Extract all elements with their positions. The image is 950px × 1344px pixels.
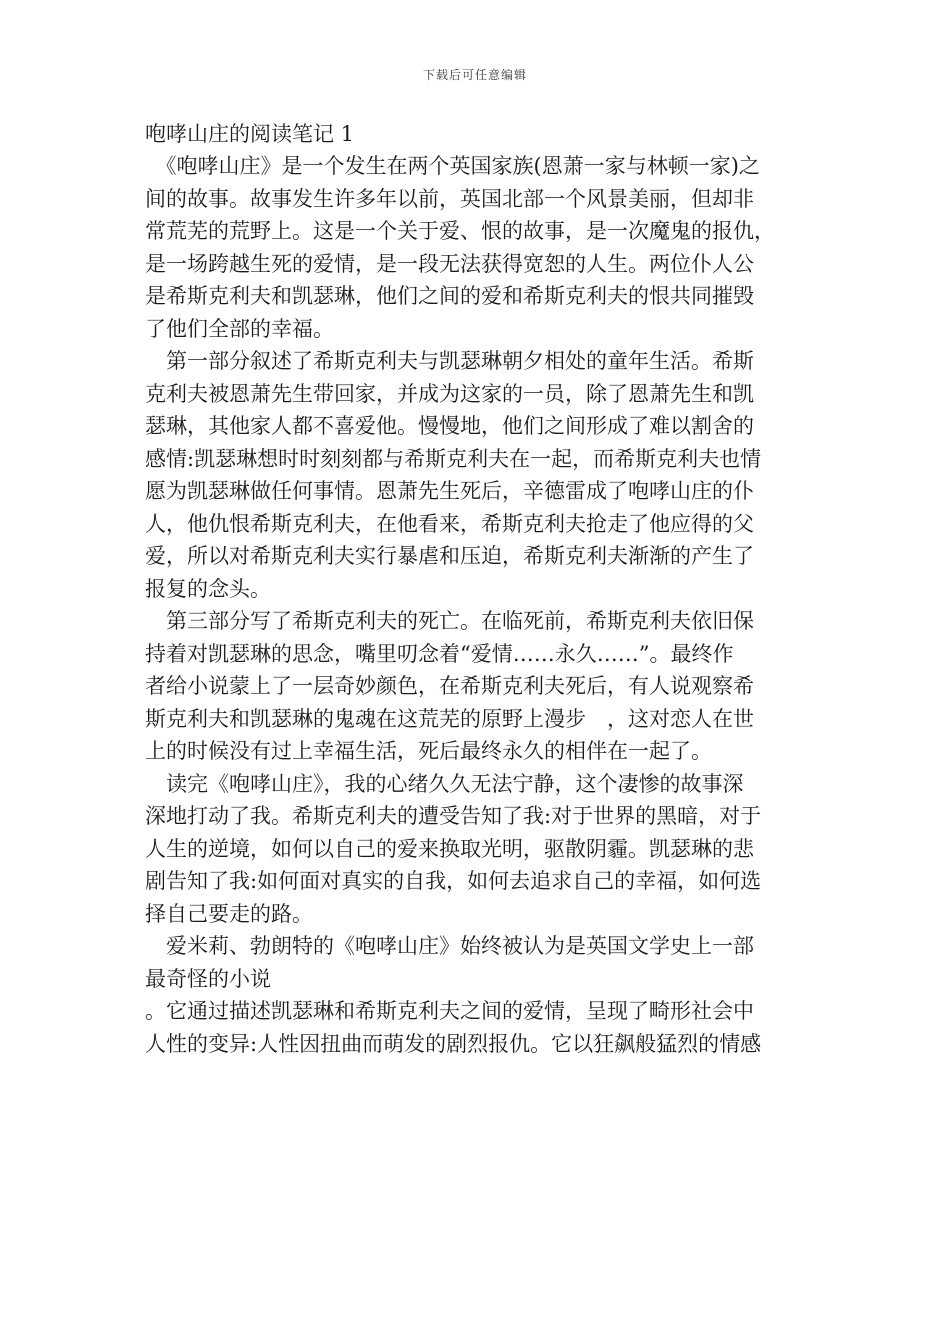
paragraph-6 <box>145 995 810 1060</box>
text-line: 感情:凯瑟琳想时时刻刻都与希斯克利夫在一起，而希斯克利夫也情 <box>145 446 762 471</box>
document-body <box>145 118 810 1060</box>
text-line: 了他们全部的幸福。 <box>145 316 334 341</box>
text-line: 第三部分写了希斯克利夫的死亡。在临死前，希斯克利夫依旧保 <box>145 609 754 633</box>
text-line: 。它通过描述凯瑟琳和希斯克利夫之间的爱情，呈现了畸形社会中 <box>145 999 754 1023</box>
text-line: 最奇怪的小说 <box>145 966 271 991</box>
text-line: 报复的念头。 <box>145 576 271 601</box>
text-line: 常荒芜的荒野上。这是一个关于爱、恨的故事，是一次魔鬼的报仇， <box>145 219 775 243</box>
paragraph-3 <box>145 605 810 768</box>
paragraph-5 <box>145 930 810 995</box>
text-line: 深地打动了我。希斯克利夫的遭受告知了我:对于世界的黑暗，对于 <box>145 804 762 828</box>
text-line: 愿为凯瑟琳做任何事情。恩萧先生死后，辛德雷成了咆哮山庄的仆 <box>145 479 754 503</box>
text-line: 瑟琳，其他家人都不喜爱他。慢慢地，他们之间形成了难以割舍的 <box>145 414 754 438</box>
text-line: 克利夫被恩萧先生带回家，并成为这家的一员，除了恩萧先生和凯 <box>145 381 754 406</box>
text-line: 择自己要走的路。 <box>145 901 313 926</box>
text-line: 是一场跨越生死的爱情，是一段无法获得宽恕的人生。两位仆人公 <box>145 251 754 276</box>
text-line: 第一部分叙述了希斯克利夫与凯瑟琳朝夕相处的童年生活。希斯 <box>145 349 754 373</box>
text-line: 是希斯克利夫和凯瑟琳，他们之间的爱和希斯克利夫的恨共同摧毁 <box>145 284 754 308</box>
text-line: 人性的变异:人性因扭曲而萌发的剧烈报仇。它以狂飙般猛烈的情感 <box>145 1031 762 1056</box>
text-line: 持着对凯瑟琳的思念，嘴里叨念着“爱情……永久……”。最终作 <box>145 641 734 666</box>
text-line: 人生的逆境，如何以自己的爱来换取光明，驱散阴霾。凯瑟琳的悲 <box>145 836 754 861</box>
text-line: 者给小说蒙上了一层奇妙颜色，在希斯克利夫死后，有人说观察希 <box>145 674 754 698</box>
paragraph-1 <box>145 150 810 345</box>
text-line: 剧告知了我:如何面对真实的自我，如何去追求自己的幸福，如何选 <box>145 869 762 893</box>
header-note: 下载后可任意编辑 <box>422 68 527 82</box>
document-title: 咆哮山庄的阅读笔记 1 <box>145 122 355 146</box>
paragraph-2 <box>145 345 810 605</box>
text-line: 上的时候没有过上幸福生活，死后最终永久的相伴在一起了。 <box>145 739 712 763</box>
text-line: 斯克利夫和凯瑟琳的鬼魂在这荒芜的原野上漫步 ，这对恋人在世 <box>145 706 754 731</box>
text-line: 读完《咆哮山庄》，我的心绪久久无法宁静，这个凄惨的故事深 <box>145 771 744 796</box>
paragraph-4 <box>145 768 810 931</box>
text-line: 人，他仇恨希斯克利夫，在他看来，希斯克利夫抢走了他应得的父 <box>145 511 754 536</box>
text-line: 《咆哮山庄》是一个发生在两个英国家族(恩萧一家与林顿一家)之 <box>145 154 760 178</box>
text-line: 爱，所以对希斯克利夫实行暴虐和压迫，希斯克利夫渐渐的产生了 <box>145 544 754 568</box>
text-line: 间的故事。故事发生许多年以前，英国北部一个风景美丽，但却非 <box>145 186 754 211</box>
text-line: 爱米莉、勃朗特的《咆哮山庄》始终被认为是英国文学史上一部 <box>145 934 754 958</box>
